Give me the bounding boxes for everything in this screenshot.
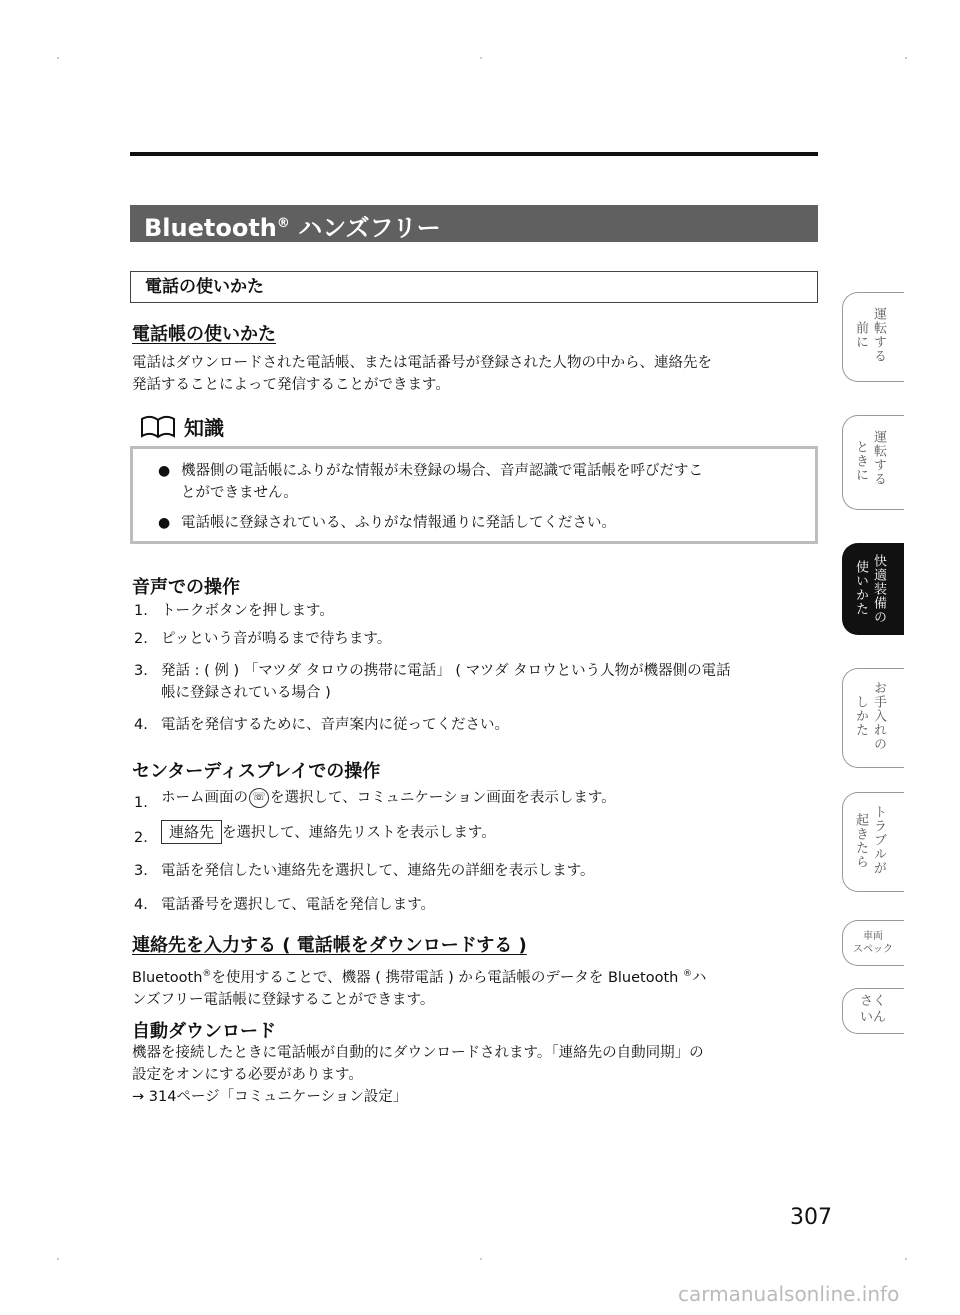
step-number: 1. [134,603,148,619]
step-text: 電話を発信するために、音声案内に従ってください。 [161,717,509,733]
tab-label: 起きたら [853,813,868,869]
step-text-part: を選択して、連絡先リストを表示します。 [222,825,496,841]
input-body-line1 [132,963,822,989]
step-text: ピッという音が鳴るまで待ちます。 [161,631,392,647]
tab-label: トラブルが [871,805,886,875]
tab-label: 車両 [863,931,883,942]
text-part: を使用することで、機器 ( 携帯電話 ) から電話帳のデータを Bluetooth [211,969,683,986]
text-part: ハ [691,969,707,986]
phonebook-body-line2: 発話することによって発信することができます。 [132,377,450,393]
chapter-title-suffix: ハンズフリー [289,214,441,242]
book-icon [140,415,176,439]
step-text: 電話を発信したい連絡先を選択して、連絡先の詳細を表示します。 [161,863,595,879]
knowledge-box [130,446,818,544]
tab-index[interactable] [842,988,904,1034]
knowledge-item [158,512,798,534]
tab-label: 運転する [871,307,886,363]
tab-label: 前に [853,321,868,349]
step-text-part: ホーム画面の [161,790,248,806]
page-number: 307 [790,1205,832,1230]
step-number: 2. [134,830,148,846]
phone-icon-glyph: ☏ [252,790,266,803]
voice-heading: 音声での操作 [132,577,240,598]
input-body-line2: ンズフリー電話帳に登録することができます。 [132,991,435,1008]
tab-label: しかた [853,695,868,737]
step-text [161,820,819,844]
text-part: Bluetooth [132,969,203,986]
watermark: carmanualsonline.info [678,1282,900,1306]
step-text-line: 帳に登録されている場合 ) [161,685,331,701]
tab-label: お手入れの [871,681,886,751]
tab-while-driving[interactable] [842,415,904,510]
crop-mark [57,57,59,59]
step-number: 3. [134,663,148,679]
contacts-button-label: 連絡先 [161,820,222,844]
input-contacts-body [132,963,822,1011]
phonebook-body-line1: 電話はダウンロードされた電話帳、または電話番号が登録された人物の中から、連絡先を [132,355,712,371]
step-number: 2. [134,631,148,647]
step-text-part: を選択して、コミュニケーション画面を表示します。 [270,790,616,806]
registered-mark: ® [682,969,692,979]
step-text: トークボタンを押します。 [161,603,334,619]
step-number: 3. [134,863,148,879]
chapter-title: Bluetooth [144,214,277,242]
registered-mark: ® [276,216,290,231]
tab-label: ときに [853,440,868,482]
auto-download-body [132,1042,822,1108]
phone-icon [249,788,269,808]
crop-mark [57,1258,59,1260]
center-display-heading: センターディスプレイでの操作 [132,761,381,782]
section-header: 電話の使いかた [130,271,818,303]
step-text-line: 発話 : ( 例 ) 「マツダ タロウの携帯に電話」 ( マツダ タロウという人物が機器側の電話 [161,663,731,679]
crop-mark [480,1258,482,1260]
crop-mark [905,57,907,59]
tab-vehicle-specs[interactable] [842,920,904,966]
phonebook-heading: 電話帳の使いかた [132,324,276,345]
chapter-title-bar [130,205,818,242]
top-rule [130,152,818,156]
registered-mark: ® [202,969,212,979]
auto-body-line: 設定をオンにする必要があります。 [132,1067,363,1083]
knowledge-item-line: 機器側の電話帳にふりがな情報が未登録の場合、音声認識で電話帳を呼びだすこ [181,463,703,479]
step-text [161,660,819,704]
tab-label: いん [859,1010,886,1025]
auto-body-line: 機器を接続したときに電話帳が自動的にダウンロードされます。「連絡先の自動同期」の [132,1045,704,1061]
bullet: ● [158,463,171,479]
tab-label: 快適装備の [871,554,886,624]
page-reference-link[interactable]: → 314ページ「コミュニケーション設定」 [132,1089,408,1105]
knowledge-item [158,460,798,504]
step-number: 4. [134,717,148,733]
crop-mark [905,1258,907,1260]
knowledge-title-text: 知識 [184,416,224,440]
tab-label: スペック [853,944,893,955]
step-number: 1. [134,795,148,811]
tab-maintenance[interactable] [842,668,904,768]
knowledge-item-line: 電話帳に登録されている、ふりがな情報通りに発話してください。 [181,515,616,531]
tab-comfort-features[interactable] [842,543,904,635]
step-text: 電話番号を選択して、電話を発信します。 [161,897,436,913]
tab-label: 使いかた [853,560,868,616]
tab-label: 運転する [871,430,886,486]
phonebook-body [132,352,822,396]
step-number: 4. [134,897,148,913]
crop-mark [480,57,482,59]
knowledge-item-line: とができません。 [181,485,298,501]
tab-troubleshooting[interactable] [842,792,904,892]
auto-download-heading: 自動ダウンロード [132,1021,276,1042]
input-contacts-heading: 連絡先を入力する ( 電話帳をダウンロードする ) [132,935,527,956]
step-text [161,787,819,809]
tab-before-driving[interactable] [842,292,904,382]
tab-label: さく [859,994,886,1009]
bullet: ● [158,515,171,531]
knowledge-title [140,412,224,441]
